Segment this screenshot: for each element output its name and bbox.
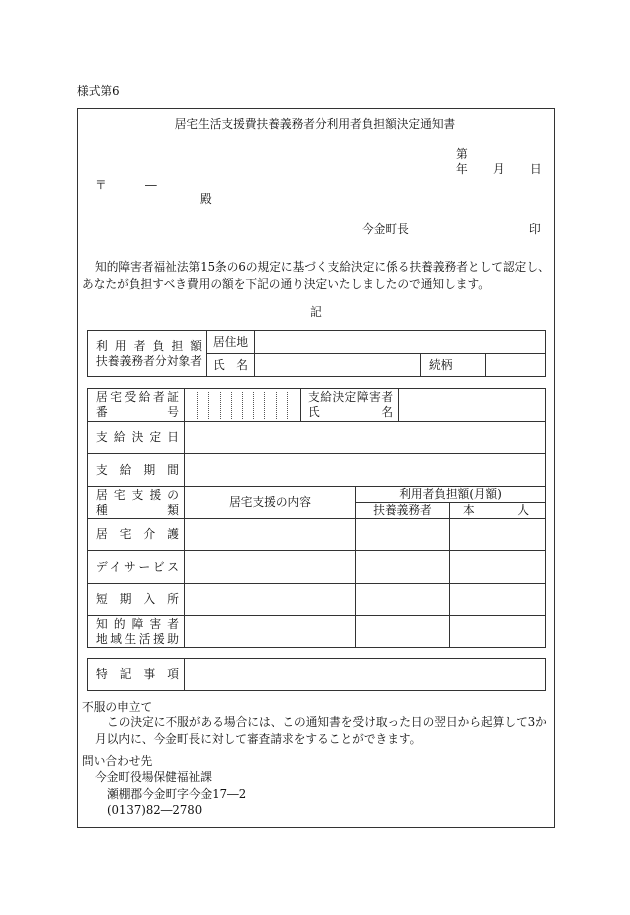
- remarks-label: 特記事項: [96, 667, 179, 681]
- postal-dash: ―: [145, 178, 157, 192]
- self-amount-value: [450, 551, 546, 584]
- certificate-digit-cell: [287, 392, 298, 419]
- relation-label: 続柄: [429, 357, 453, 372]
- decision-table: [87, 388, 546, 648]
- self-amount-value: [450, 519, 546, 551]
- monthly-amount-header: [356, 487, 546, 503]
- relation-value: [486, 354, 546, 377]
- decision-date-label: 支給決定日: [96, 430, 179, 444]
- service-type-label-line-2: 種類: [96, 502, 179, 517]
- date-month: 月: [493, 162, 505, 176]
- name-label: 氏名: [213, 357, 248, 372]
- guardian-amount-value: [356, 519, 450, 551]
- self-amount-value: [450, 616, 546, 648]
- certificate-digit-cell: [242, 392, 253, 419]
- seal-mark: 印: [529, 222, 541, 236]
- period-value: [185, 454, 546, 487]
- service-content-header: [185, 487, 356, 519]
- service-label: 短期入所: [96, 592, 179, 606]
- self-amount-header: [450, 503, 546, 519]
- date-day: 日: [530, 162, 542, 176]
- certificate-digit-row: [187, 392, 298, 419]
- recipient-name-value: [399, 389, 546, 422]
- service-label-cell: [88, 519, 185, 551]
- service-label: 居宅介護: [96, 527, 179, 541]
- recipient-label-line-2: 氏名: [308, 405, 394, 419]
- appeal-heading: 不服の申立て: [82, 700, 153, 714]
- certificate-digit-cell: [253, 392, 264, 419]
- form-number: 様式第6: [77, 84, 120, 98]
- monthly-amount-label: 利用者負担額(月額): [399, 487, 502, 501]
- service-row-day-service: [88, 551, 546, 584]
- guardian-amount-value: [356, 584, 450, 616]
- applicant-category-label-line-1: 利用者負担額: [96, 338, 202, 353]
- certificate-digit-cell: [208, 392, 219, 419]
- certificate-label-line-2: 番号: [96, 405, 179, 419]
- contact-address: 瀬棚郡今金町字今金17―2: [107, 787, 247, 801]
- appeal-line-2: 月以内に、今金町長に対して審査請求をすることができます。: [95, 732, 422, 746]
- service-label-cell: [88, 616, 185, 648]
- service-type-label-line-1: 居宅支援の: [96, 487, 179, 502]
- document-title: 居宅生活支援費扶養義務者分利用者負担額決定通知書: [174, 117, 456, 131]
- certificate-label-line-1: 居宅受給者証: [96, 390, 179, 404]
- applicant-table: [87, 330, 546, 377]
- relation-label-cell: [421, 354, 486, 377]
- service-label-line-1: 知的障害者: [96, 616, 179, 631]
- decision-date-value: [185, 422, 546, 454]
- contact-phone: (0137)82―2780: [107, 803, 203, 817]
- service-row-short-stay: [88, 584, 546, 616]
- certificate-digit-cell: [264, 392, 275, 419]
- service-label-line-2: 地域生活援助: [96, 631, 179, 646]
- applicant-category-label-line-2: 扶養義務者分対象者: [96, 353, 202, 368]
- self-amount-value: [450, 584, 546, 616]
- service-type-label-cell: [88, 487, 185, 519]
- certificate-digit-cell: [197, 392, 208, 419]
- guardian-amount-header: [356, 503, 450, 519]
- date-year: 年: [456, 162, 468, 176]
- service-row-community-living: [88, 616, 546, 648]
- service-content-value: [185, 551, 356, 584]
- self-amount-label: 本人: [463, 503, 530, 517]
- notice-line-2: あなたが負担すべき費用の額を下記の通り決定いたしましたので通知します。: [82, 277, 490, 291]
- service-label-cell: [88, 584, 185, 616]
- address-label: 居住地: [213, 334, 249, 349]
- certificate-digit-cell: [220, 392, 231, 419]
- certificate-digit-cell: [187, 392, 197, 419]
- address-value: [255, 331, 546, 354]
- service-content-label: 居宅支援の内容: [229, 495, 311, 509]
- certificate-digit-cell: [231, 392, 242, 419]
- service-content-value: [185, 519, 356, 551]
- recipient-label-line-1: 支給決定障害者: [308, 390, 394, 404]
- name-label-cell: [207, 354, 255, 377]
- remarks-value: [185, 659, 546, 691]
- guardian-amount-label: 扶養義務者: [373, 503, 432, 517]
- notice-line-1: 知的障害者福祉法第15条の6の規定に基づく支給決定に係る扶養義務者として認定し、: [95, 260, 550, 274]
- appeal-line-1: この決定に不服がある場合には、この通知書を受け取った日の翌日から起算して3か: [107, 715, 547, 729]
- document-number-prefix: 第: [456, 147, 468, 161]
- service-content-value: [185, 616, 356, 648]
- guardian-amount-value: [356, 616, 450, 648]
- postal-mark: 〒: [95, 178, 107, 192]
- service-content-value: [185, 584, 356, 616]
- applicant-category-cell: [88, 331, 207, 377]
- decision-date-label-cell: [88, 422, 185, 454]
- remarks-table: [87, 658, 546, 691]
- certificate-digit-cell: [276, 392, 287, 419]
- service-row-home-care: [88, 519, 546, 551]
- guardian-amount-value: [356, 551, 450, 584]
- issuer-name: 今金町長: [362, 222, 409, 236]
- addressee-honorific: 殿: [200, 192, 212, 206]
- remarks-label-cell: [88, 659, 185, 691]
- certificate-label-cell: [88, 389, 185, 422]
- period-label: 支給期間: [96, 462, 179, 477]
- certificate-number-boxes: [185, 389, 301, 422]
- contact-heading: 問い合わせ先: [82, 754, 153, 768]
- service-label-cell: [88, 551, 185, 584]
- recipient-label-cell: [301, 389, 399, 422]
- contact-office: 今金町役場保健福祉課: [95, 770, 212, 784]
- ki-heading: 記: [310, 305, 322, 319]
- period-label-cell: [88, 454, 185, 487]
- address-label-cell: [207, 331, 255, 354]
- name-value: [255, 354, 421, 377]
- service-label: デイサービス: [96, 559, 179, 574]
